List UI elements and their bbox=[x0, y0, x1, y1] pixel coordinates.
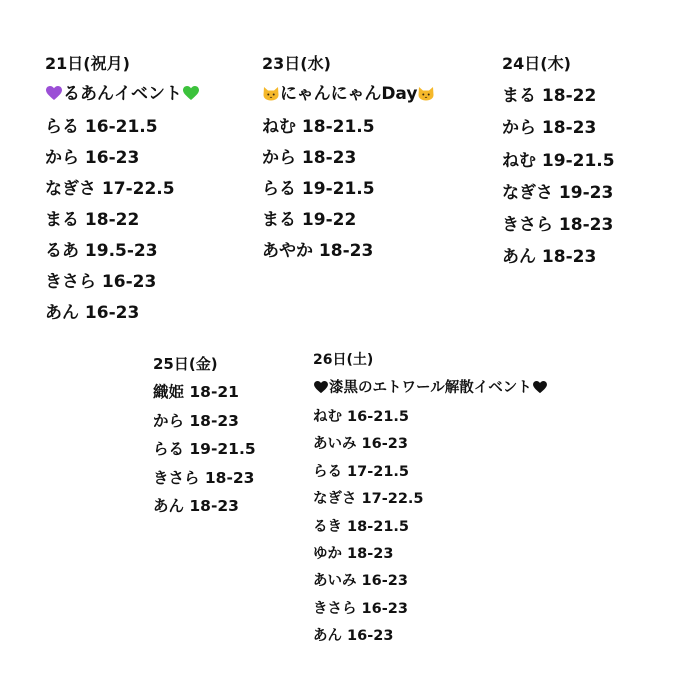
shift-entry: ねむ 16-21.5 bbox=[313, 408, 410, 425]
black-heart-icon bbox=[314, 377, 328, 404]
shift-entry: あいみ 16-23 bbox=[313, 436, 408, 453]
shift-entry: から 18-23 bbox=[153, 411, 239, 430]
day-header: 23日(水) bbox=[262, 54, 331, 73]
shift-entry: ねむ 18-21.5 bbox=[262, 117, 375, 137]
shift-entry: まる 18-22 bbox=[502, 86, 597, 106]
schedule-day-24 bbox=[502, 48, 615, 274]
shift-entry: きさら 16-23 bbox=[313, 600, 408, 617]
shift-entry: るあ 19.5-23 bbox=[45, 241, 158, 261]
shift-entry: なぎさ 17-22.5 bbox=[45, 179, 175, 199]
event-line bbox=[313, 375, 548, 404]
shift-entry: あん 16-23 bbox=[45, 303, 140, 323]
shift-entry: らる 19-21.5 bbox=[262, 179, 375, 199]
schedule-day-25 bbox=[153, 350, 256, 521]
day-header: 26日(土) bbox=[313, 352, 374, 368]
event-title: るあんイベント bbox=[63, 84, 182, 104]
shift-entry: るき 18-21.5 bbox=[313, 518, 410, 535]
shift-entry: らる 16-21.5 bbox=[45, 117, 158, 137]
shift-entry: あん 18-23 bbox=[502, 247, 597, 268]
black-heart-icon bbox=[533, 377, 547, 404]
shift-entry: あん 18-23 bbox=[153, 497, 239, 515]
schedule-day-21 bbox=[45, 48, 200, 329]
shift-entry: らる 17-21.5 bbox=[313, 463, 410, 480]
event-line bbox=[262, 79, 435, 112]
schedule-day-23 bbox=[262, 48, 435, 267]
shift-entry: まる 19-22 bbox=[262, 210, 357, 230]
shift-entry: から 18-23 bbox=[262, 148, 357, 168]
shift-entry: 織姫 18-21 bbox=[153, 383, 239, 401]
event-line bbox=[45, 79, 200, 112]
day-header: 21日(祝月) bbox=[45, 54, 130, 73]
shift-entry: あん 16-23 bbox=[313, 628, 394, 645]
shift-entry: なぎさ 19-23 bbox=[502, 182, 614, 203]
shift-entry: きさら 16-23 bbox=[45, 272, 157, 292]
cat-face-icon bbox=[418, 81, 434, 112]
event-title: 漆黒のエトワール解散イベント bbox=[329, 379, 532, 396]
event-title: にゃんにゃんDay bbox=[280, 84, 418, 104]
cat-face-icon bbox=[263, 81, 279, 112]
shift-entry: きさら 18-23 bbox=[502, 215, 614, 236]
shift-entry: ゆか 18-23 bbox=[313, 545, 394, 562]
shift-entry: なぎさ 17-22.5 bbox=[313, 491, 424, 508]
day-header: 25日(金) bbox=[153, 355, 218, 373]
shift-entry: あやか 18-23 bbox=[262, 241, 374, 261]
day-header: 24日(木) bbox=[502, 54, 571, 73]
shift-entry: から 18-23 bbox=[502, 118, 597, 139]
purple-heart-icon bbox=[46, 81, 62, 112]
shift-entry: ねむ 19-21.5 bbox=[502, 150, 615, 171]
shift-entry: らる 19-21.5 bbox=[153, 440, 256, 458]
green-heart-icon bbox=[183, 81, 199, 112]
shift-entry: まる 18-22 bbox=[45, 210, 140, 230]
schedule-day-26 bbox=[313, 347, 548, 651]
shift-entry: から 16-23 bbox=[45, 148, 140, 168]
shift-entry: きさら 18-23 bbox=[153, 468, 255, 487]
shift-entry: あいみ 16-23 bbox=[313, 573, 408, 590]
